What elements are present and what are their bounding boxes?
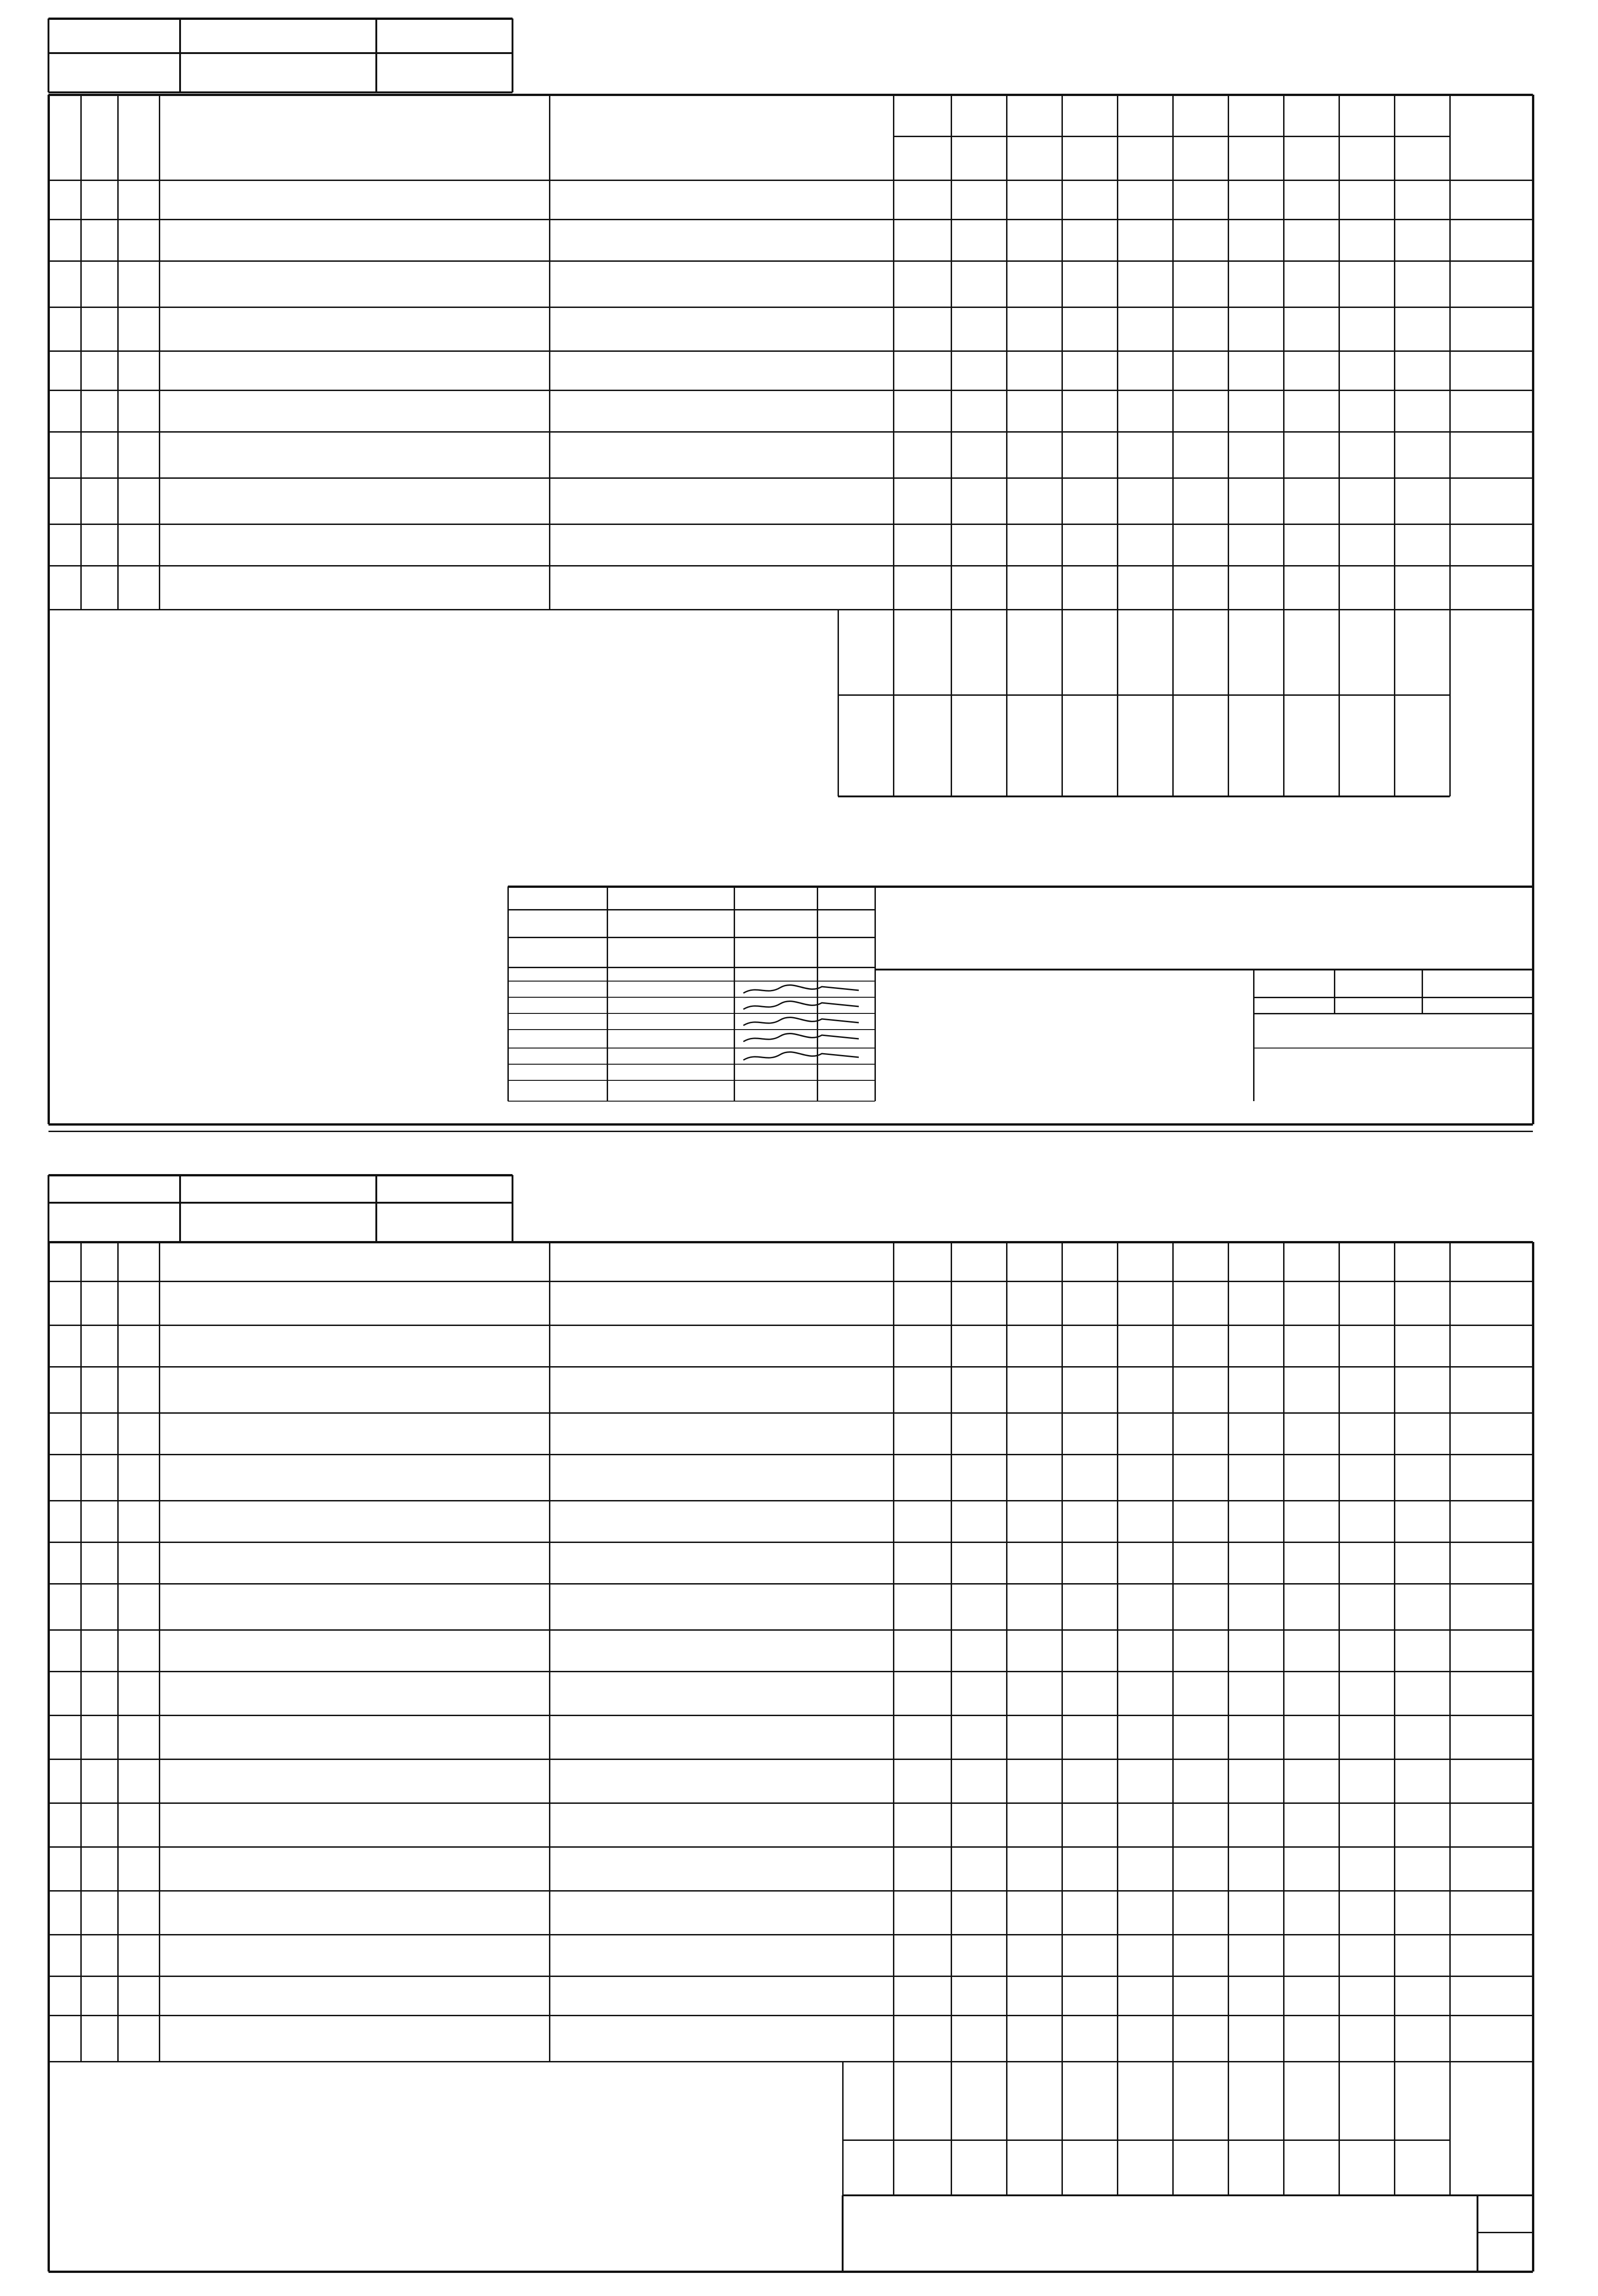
product-name — [875, 970, 1254, 1103]
doc-number — [875, 886, 1533, 970]
row-position — [118, 1715, 159, 1759]
col-line — [1283, 1242, 1284, 2061]
series-title — [646, 25, 1154, 85]
head-variant — [1339, 1281, 1394, 1325]
section-parts — [549, 390, 893, 432]
code-cell — [1007, 2140, 1062, 2195]
row-qty — [1007, 566, 1062, 609]
head-variant — [1339, 136, 1394, 180]
head-pos — [118, 97, 159, 178]
row-qty — [1173, 1630, 1228, 1671]
row-line — [48, 1890, 1533, 1892]
row-qty — [1339, 478, 1394, 524]
code-cell — [1228, 695, 1284, 796]
row-qty — [1062, 524, 1117, 566]
lit-label — [843, 2061, 893, 2140]
section-documentation — [549, 219, 893, 261]
signer-name — [607, 1030, 743, 1048]
doc-number — [843, 2212, 1477, 2267]
sheet-separator — [48, 1131, 1533, 1132]
tb-line — [508, 1080, 875, 1081]
row-designation — [159, 478, 549, 524]
code-cell — [1117, 2140, 1173, 2195]
row-format — [48, 1671, 90, 1715]
row-qty — [1284, 307, 1339, 353]
head-variant — [951, 136, 1007, 180]
row-qty — [1394, 307, 1450, 353]
row-qty — [1062, 566, 1117, 609]
row-position — [118, 1803, 159, 1847]
code-cell — [1007, 695, 1062, 796]
row-name — [549, 566, 903, 609]
row-format — [48, 566, 90, 609]
head-variant — [1062, 136, 1117, 180]
row-qty — [1062, 1542, 1117, 1584]
row-qty — [1394, 478, 1450, 524]
row-qty — [1173, 524, 1228, 566]
tb-line — [508, 1101, 875, 1102]
col-line — [1006, 1242, 1007, 2061]
code-cell — [1173, 695, 1228, 796]
row-length — [549, 1759, 903, 1803]
head-variant — [893, 1281, 949, 1325]
row-qty — [1228, 524, 1284, 566]
code-cell — [1062, 2140, 1117, 2195]
row-qty — [1062, 478, 1117, 524]
row-qty — [951, 1454, 1007, 1501]
row-format — [48, 1501, 90, 1542]
col-line — [951, 1242, 952, 2061]
row-designation — [159, 1542, 559, 1584]
role-label — [508, 997, 616, 1013]
row-qty — [893, 566, 949, 609]
row-format — [48, 524, 90, 566]
stage-value — [1254, 997, 1334, 1013]
row-qty — [1117, 307, 1173, 353]
head-format — [48, 97, 81, 178]
row-position — [118, 524, 159, 566]
row-qty — [951, 566, 1007, 609]
head-variant — [1062, 1281, 1117, 1325]
head-qty-base — [1117, 95, 1450, 136]
frame-left — [48, 2061, 50, 2272]
head-variant — [1394, 1281, 1450, 1325]
head-variant — [1117, 136, 1173, 180]
stamp-vzam-label — [376, 18, 522, 53]
row-qty — [1394, 524, 1450, 566]
head-note1 — [1450, 108, 1533, 143]
row-qty — [1117, 478, 1173, 524]
role-label — [508, 1048, 616, 1064]
role-label — [508, 981, 616, 997]
col-line — [1339, 1242, 1340, 2061]
head-note2 — [1450, 145, 1533, 180]
format-label — [1284, 2274, 1477, 2295]
row-position — [118, 478, 159, 524]
row-qty — [1228, 307, 1284, 353]
row-line — [48, 2015, 1533, 2016]
row-qty — [1394, 566, 1450, 609]
signer-name — [607, 997, 743, 1013]
col-line — [1449, 1242, 1451, 2061]
head-designation — [159, 1260, 549, 1325]
row-qty — [1062, 307, 1117, 353]
row-qty — [1007, 478, 1062, 524]
row-qty — [1007, 1501, 1062, 1542]
stage-label — [1254, 970, 1334, 997]
head-designation — [159, 111, 549, 171]
col-line — [1061, 1242, 1063, 2061]
tb-line — [508, 937, 875, 938]
stamp-inv-label — [48, 1175, 189, 1203]
row-length — [549, 1715, 903, 1759]
head-variant — [1228, 1281, 1284, 1325]
row-qty — [1284, 524, 1339, 566]
row-qty — [1173, 566, 1228, 609]
page-number — [1551, 2225, 1593, 2281]
row-qty — [1228, 478, 1284, 524]
head-pos — [118, 1244, 159, 1323]
code-cell — [1117, 695, 1173, 796]
head-zone — [81, 97, 118, 178]
row-qty — [1173, 307, 1228, 353]
frame-left — [48, 609, 50, 1124]
row-line — [48, 2061, 1533, 2062]
signer-name — [607, 1013, 743, 1030]
sheet-value — [1477, 2232, 1533, 2272]
row-position — [118, 566, 159, 609]
row-designation — [159, 1584, 559, 1630]
row-position — [118, 1542, 159, 1584]
row-designation — [159, 1759, 559, 1803]
material-title — [549, 1325, 903, 1367]
org-name-2 — [1254, 1048, 1533, 1080]
code-cell — [1173, 2140, 1228, 2195]
row-format — [48, 307, 90, 353]
row-designation — [159, 1803, 559, 1847]
row-qty — [1228, 1671, 1284, 1715]
signature — [739, 1016, 868, 1029]
sheets-value — [1422, 997, 1533, 1013]
head-format — [48, 1244, 81, 1323]
head-variant — [1394, 136, 1450, 180]
code-cell — [893, 2140, 949, 2195]
row-designation — [159, 566, 549, 609]
signature — [739, 1032, 868, 1045]
head-variant — [951, 1281, 1007, 1325]
head-variant — [1284, 136, 1339, 180]
head-variant — [1228, 136, 1284, 180]
head-variant — [1173, 136, 1228, 180]
row-qty — [1339, 307, 1394, 353]
signature — [739, 1051, 868, 1064]
row-name — [549, 478, 903, 524]
head-variant — [1173, 1281, 1228, 1325]
head-zone — [81, 1244, 118, 1323]
row-length — [549, 1584, 903, 1630]
row-qty — [951, 524, 1007, 566]
head-variant — [1117, 1281, 1173, 1325]
signer-name — [607, 1048, 743, 1064]
row-format — [48, 1542, 90, 1584]
row-designation — [159, 1454, 559, 1501]
col-line — [1117, 1242, 1118, 2061]
sheets-note — [111, 702, 443, 748]
row-qty — [1339, 566, 1394, 609]
org-name-1 — [1254, 1016, 1533, 1048]
row-length — [549, 1630, 903, 1671]
row-format — [48, 1759, 90, 1803]
row-qty — [893, 524, 949, 566]
row-qty — [951, 478, 1007, 524]
row-format — [48, 1630, 90, 1671]
row-position — [118, 1413, 159, 1454]
row-qty — [893, 1413, 949, 1454]
row-format — [48, 478, 90, 524]
copied-by — [831, 2274, 1164, 2295]
signature — [739, 1000, 868, 1013]
code-cell — [1284, 695, 1339, 796]
row-designation — [159, 307, 549, 353]
format-label — [1247, 1106, 1441, 1127]
lit-label — [838, 609, 893, 695]
material-profile — [549, 1367, 903, 1413]
signer-name — [607, 981, 743, 997]
row-position — [118, 1584, 159, 1630]
code-cell — [1284, 2140, 1339, 2195]
frame-bottom — [48, 2271, 1533, 2273]
row-qty — [1007, 307, 1062, 353]
role-label — [508, 1030, 616, 1048]
head-variant — [893, 136, 949, 180]
row-qty — [1284, 478, 1339, 524]
tb-line — [508, 909, 875, 910]
code-cell — [951, 695, 1007, 796]
shifr-label — [843, 2140, 893, 2195]
row-position — [118, 1454, 159, 1501]
row-format — [48, 1584, 90, 1630]
row-qty — [1394, 1803, 1450, 1847]
code-cell — [1394, 2140, 1450, 2195]
row-qty — [1228, 566, 1284, 609]
row-format — [48, 1413, 90, 1454]
row-qty — [1173, 478, 1228, 524]
tb-line — [508, 967, 875, 968]
row-qty — [1117, 524, 1173, 566]
row-length — [549, 1542, 903, 1584]
code-cell — [1339, 695, 1394, 796]
head-name — [549, 1274, 893, 1325]
col-line — [1394, 1242, 1395, 2061]
sheet-label — [1477, 2195, 1533, 2232]
row-qty — [1339, 1759, 1394, 1803]
row-line — [48, 1934, 1533, 1935]
row-qty — [1117, 1584, 1173, 1630]
copied-by — [868, 1106, 1200, 1127]
stamp-inv-label — [48, 18, 189, 53]
row-length — [549, 1671, 903, 1715]
code-cell — [1339, 2140, 1394, 2195]
row-qty — [893, 307, 949, 353]
stamp-vzam-label — [376, 1175, 522, 1203]
col-line — [1532, 1242, 1534, 2061]
row-designation — [159, 1715, 559, 1759]
row-qty — [1007, 524, 1062, 566]
code-cell — [1228, 2140, 1284, 2195]
row-length — [549, 1501, 903, 1542]
head-qty-title — [900, 95, 1140, 136]
row-position — [118, 1501, 159, 1542]
row-qty — [893, 478, 949, 524]
row-designation — [159, 524, 549, 566]
row-position — [118, 1759, 159, 1803]
row-qty — [951, 307, 1007, 353]
stamp-sign-label — [180, 1175, 386, 1203]
row-format — [48, 1803, 90, 1847]
row-qty — [1117, 566, 1173, 609]
row-qty — [1284, 1715, 1339, 1759]
head-variant — [1007, 1281, 1062, 1325]
row-position — [118, 307, 159, 353]
head-note2 — [1450, 1279, 1533, 1314]
head-note1 — [1450, 1247, 1533, 1281]
row-name — [549, 524, 903, 566]
row-position — [118, 1671, 159, 1715]
row-designation — [159, 1501, 559, 1542]
row-position — [118, 1630, 159, 1671]
row-designation — [159, 1671, 559, 1715]
sheet-label — [1334, 970, 1422, 997]
code-cell — [951, 2140, 1007, 2195]
row-format — [48, 1454, 90, 1501]
row-qty — [1339, 524, 1394, 566]
sheets-label — [1422, 970, 1533, 997]
shifr-label — [838, 695, 893, 796]
signature — [739, 984, 868, 997]
head-qty-base — [1117, 1242, 1450, 1281]
row-length — [549, 1454, 903, 1501]
row-line — [48, 1976, 1533, 1977]
head-variant — [1007, 136, 1062, 180]
stamp-bottom — [48, 91, 513, 93]
executions-note — [111, 656, 443, 706]
head-qty-title — [900, 1242, 1150, 1281]
row-length — [549, 1413, 903, 1454]
row-designation — [159, 1413, 549, 1454]
row-length — [549, 1803, 903, 1847]
code-cell — [893, 695, 949, 796]
stamp-sign-label — [180, 18, 386, 53]
row-name — [549, 307, 903, 353]
role-label — [508, 1013, 616, 1030]
row-qty — [1284, 566, 1339, 609]
code-cell — [1394, 695, 1450, 796]
row-format — [48, 1715, 90, 1759]
row-designation — [159, 1630, 559, 1671]
code-cell — [1062, 695, 1117, 796]
head-variant — [1284, 1281, 1339, 1325]
head-name — [549, 120, 893, 180]
sheet-value — [1334, 997, 1422, 1013]
